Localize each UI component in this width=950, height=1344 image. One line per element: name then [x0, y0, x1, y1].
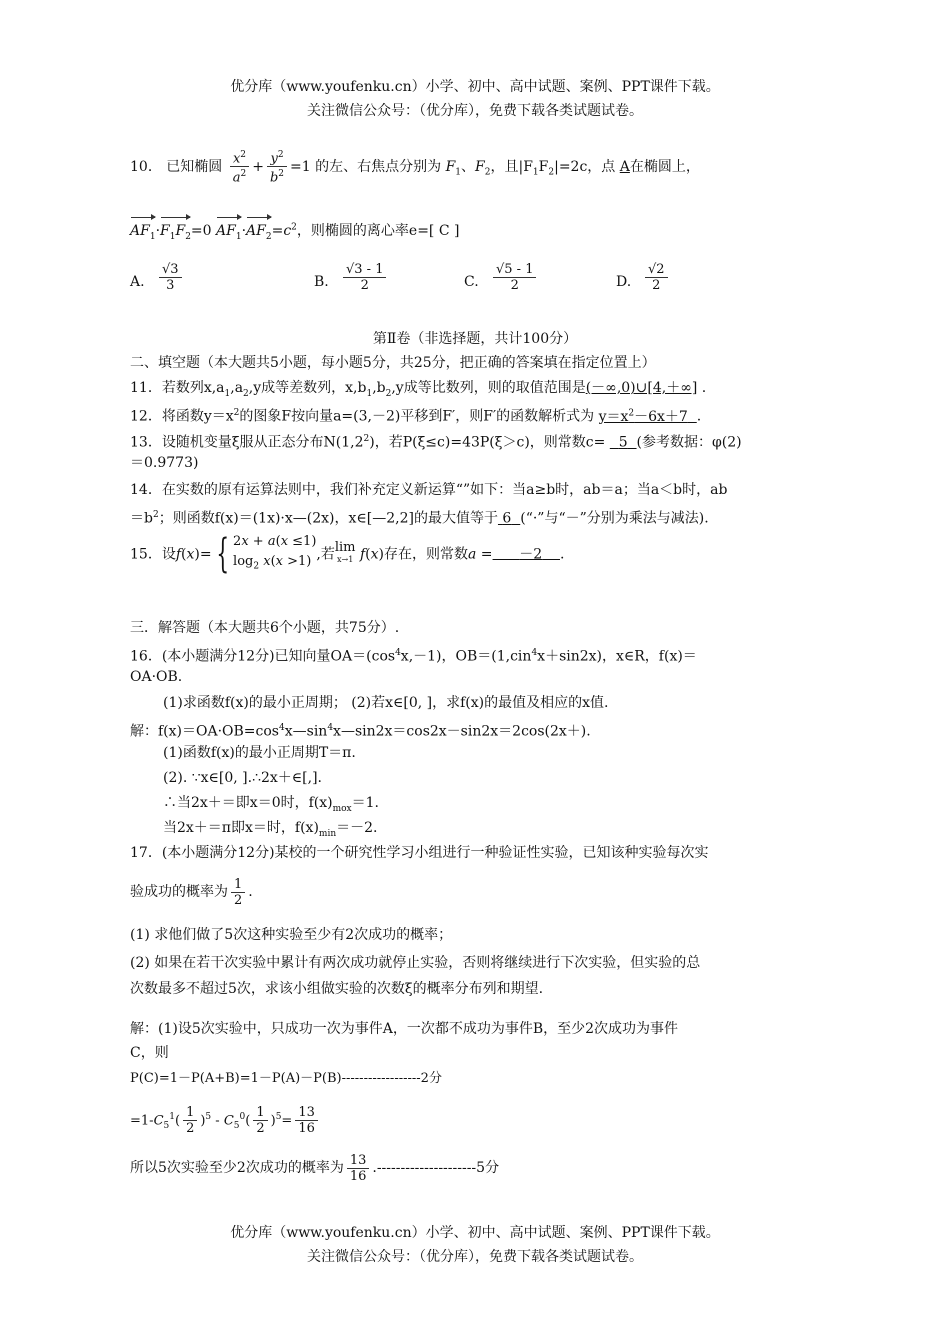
q10-options — [130, 262, 830, 302]
question-10-vector-line: $AF_1\cdot F_1F_2=0$ $AF_1\cdot AF_2=c^2$，则椭圆的离心率e=[ C ] — [130, 214, 830, 248]
half-fraction: $\frac{1}{2}$ — [231, 877, 245, 908]
q10-text-f: ，则椭圆的离心率e=[ C ] — [296, 223, 460, 239]
vector-af1: $AF_1$ — [130, 214, 156, 248]
q17-solution-conclusion: 所以5次实验至少2次成功的概率为 $\frac{13}{16}$ .---------------------5分 — [130, 1152, 500, 1184]
q10-number: 10． — [130, 158, 162, 175]
question-17-part-2-cont: 次数最多不超过5次，求该小组做实验的次数ξ的概率分布列和期望. — [130, 981, 544, 997]
question-14: 14．在实数的原有运算法则中，我们补充定义新运算“”如下：当a≥b时，ab＝a；当a＜b时，ab — [130, 482, 728, 498]
question-16-cont: OA·OB. — [130, 669, 183, 685]
footer-line-1: 优分库（www.youfenku.cn）小学、初中、高中试题、案例、PPT课件下载。 — [230, 1225, 720, 1241]
part3-title: 三．解答题（本大题共6个小题，共75分）. — [130, 620, 400, 636]
q13-answer: 5 — [618, 434, 628, 451]
option-b-value: $\frac{√3 - 1}{2}$ — [340, 262, 389, 293]
option-a-label: A. — [130, 274, 145, 290]
question-11: 11．若数列$x,a_1,a_2,y$成等差数列，$x,b_1,b_2,y$成等比数列，则的取值范围是(－∞,0)∪[4,＋∞] . — [130, 380, 707, 399]
result-fraction: $\frac{13}{16}$ — [295, 1105, 318, 1136]
question-16: 16．(本小题满分12分)已知向量$OA=(\cos^4x,-1)$，OB＝(1,cin$^4$x＋sin2x)，x∈R，f(x)＝ — [130, 648, 697, 665]
limit-symbol: lim x→1 — [334, 540, 356, 565]
q12-answer: $y=x^2-6x+7$ — [598, 408, 688, 425]
question-16-parts: (1)求函数f(x)的最小正周期； (2)若x∈[0, ]，求f(x)的最值及相应的x值. — [163, 695, 609, 711]
question-14-cont: $=b^2$；则函数f(x)＝(1x)·x—(2x)，x∈[—2,2]的最大值等于 6 (“·”与“－”分别为乘法与减法). — [130, 510, 709, 527]
q17-solution-line-3: P(C)=1－P(A+B)=1－P(A)－P(B)------------------2分 — [130, 1071, 442, 1086]
q10-text-b: 的左、右焦点分别为 — [315, 158, 442, 175]
vector-af1-b: $AF_1$ — [216, 214, 242, 248]
q16-solution-line-1: 解：$f(x)=OA\cdot OB=\cos^4x—\sin^4x—\sin 2x=\cos 2x-\sin 2x=2\cos(2x+)$. — [130, 723, 591, 740]
option-a-value: $\frac{√3}{3}$ — [156, 262, 185, 293]
q15-answer: －2 — [519, 546, 543, 563]
question-13-cont: ＝0.9773) — [130, 455, 199, 471]
question-15: 15．设f(x)= { 2x + a(x ≤1) $\log_2 x(x >1)$ ,若lim x→1 f(x)存在，则常数a = －2 . — [130, 531, 565, 578]
q10-point: A — [619, 158, 630, 175]
fill-section-title: 二、填空题（本大题共5小题，每小题5分，共25分，把正确的答案填在指定位置上） — [130, 355, 656, 371]
q16-solution-line-3: (2). ∵x∈[0, ].∴2x＋∈[,]. — [163, 770, 322, 786]
q17-solution-line-1: 解：(1)设5次实验中，只成功一次为事件A，一次都不成功为事件B，至少2次成功为事件 — [130, 1021, 679, 1037]
q16-solution-line-2: (1)函数f(x)的最小正周期T＝π. — [163, 745, 356, 761]
q14-answer: 6 — [502, 510, 512, 527]
x2-over-a2-fraction: $\frac{x^2}{a^2}$ — [230, 148, 250, 186]
option-c-label: C. — [464, 274, 479, 290]
header-line-2: 关注微信公众号：（优分库），免费下载各类试题试卷。 — [307, 103, 643, 119]
q10-text-d: |=2c，点 — [554, 158, 616, 175]
question-13: 13．设随机变量ξ服从正态分布$N(1,2^2)$，若P(ξ≤c)=43P(ξ＞c)，则常数c= 5 (参考数据：φ(2) — [130, 434, 742, 451]
option-d-label: D. — [616, 274, 632, 290]
vector-f1f2: $F_1F_2$ — [160, 214, 191, 248]
left-brace: { — [215, 531, 229, 578]
question-17-part-2: (2) 如果在若干次实验中累计有两次成功就停止实验，否则将继续进行下次实验，但实验的总 — [130, 955, 701, 971]
q11-answer: (－∞,0)∪[4,＋∞] — [585, 380, 698, 396]
q17-solution-line-2: C，则 — [130, 1045, 169, 1061]
part2-title: 第Ⅱ卷（非选择题，共计100分） — [372, 331, 578, 347]
q17-solution-formula: $=1-C_5^1$( $\frac{1}{2}$ )$^5 - C_5^0$( $\frac{1}{2}$ )$^5$= $\frac{13}{16}$ — [130, 1094, 830, 1140]
option-b-label: B. — [314, 274, 329, 290]
question-17-cont: 验成功的概率为 $\frac{1}{2}$ . — [130, 876, 253, 908]
y2-over-b2-fraction: $\frac{y^2}{b^2}$ — [267, 148, 287, 186]
q10-text-e: 在椭圆上， — [629, 158, 700, 175]
q10-text-a: 已知椭圆 — [166, 158, 223, 175]
question-12: 12．将函数$y=x^2$的图象F按向量a=(3,－2)平移到F′，则F′的函数解析式为 $y=x^2-6x+7$ . — [130, 408, 702, 425]
footer-line-2: 关注微信公众号：（优分库），免费下载各类试题试卷。 — [307, 1249, 643, 1265]
question-17-part-1: (1) 求他们做了5次这种实验至少有2次成功的概率； — [130, 927, 453, 943]
q16-solution-line-4: ∴当2x＋＝即x＝0时，$f(x)_{mox}=1$. — [163, 795, 379, 814]
header-line-1: 优分库（www.youfenku.cn）小学、初中、高中试题、案例、PPT课件下载。 — [230, 79, 720, 95]
piecewise-cases: 2x + a(x ≤1) $\log_2 x(x >1)$ — [233, 534, 317, 572]
q10-text-c: ，且|F — [490, 158, 533, 175]
option-d-value: $\frac{√2}{2}$ — [642, 262, 671, 293]
vector-af2: $AF_2$ — [246, 214, 272, 248]
q16-solution-line-5: 当2x＋＝π即x＝时，$f(x)_{min}=-2$. — [163, 820, 378, 839]
option-c-value: $\frac{√5 - 1}{2}$ — [490, 262, 539, 293]
question-17: 17．(本小题满分12分)某校的一个研究性学习小组进行一种验证性实验，已知该种实验每次实 — [130, 845, 709, 861]
question-10: 10． 已知椭圆 $\frac{x^2}{a^2}$ + $\frac{y^2}{b^2}$ =1 的左、右焦点分别为 $F_1$、$F_2$，且$|F_1F_2|=2c$，点 A在椭圆上， — [130, 150, 700, 186]
